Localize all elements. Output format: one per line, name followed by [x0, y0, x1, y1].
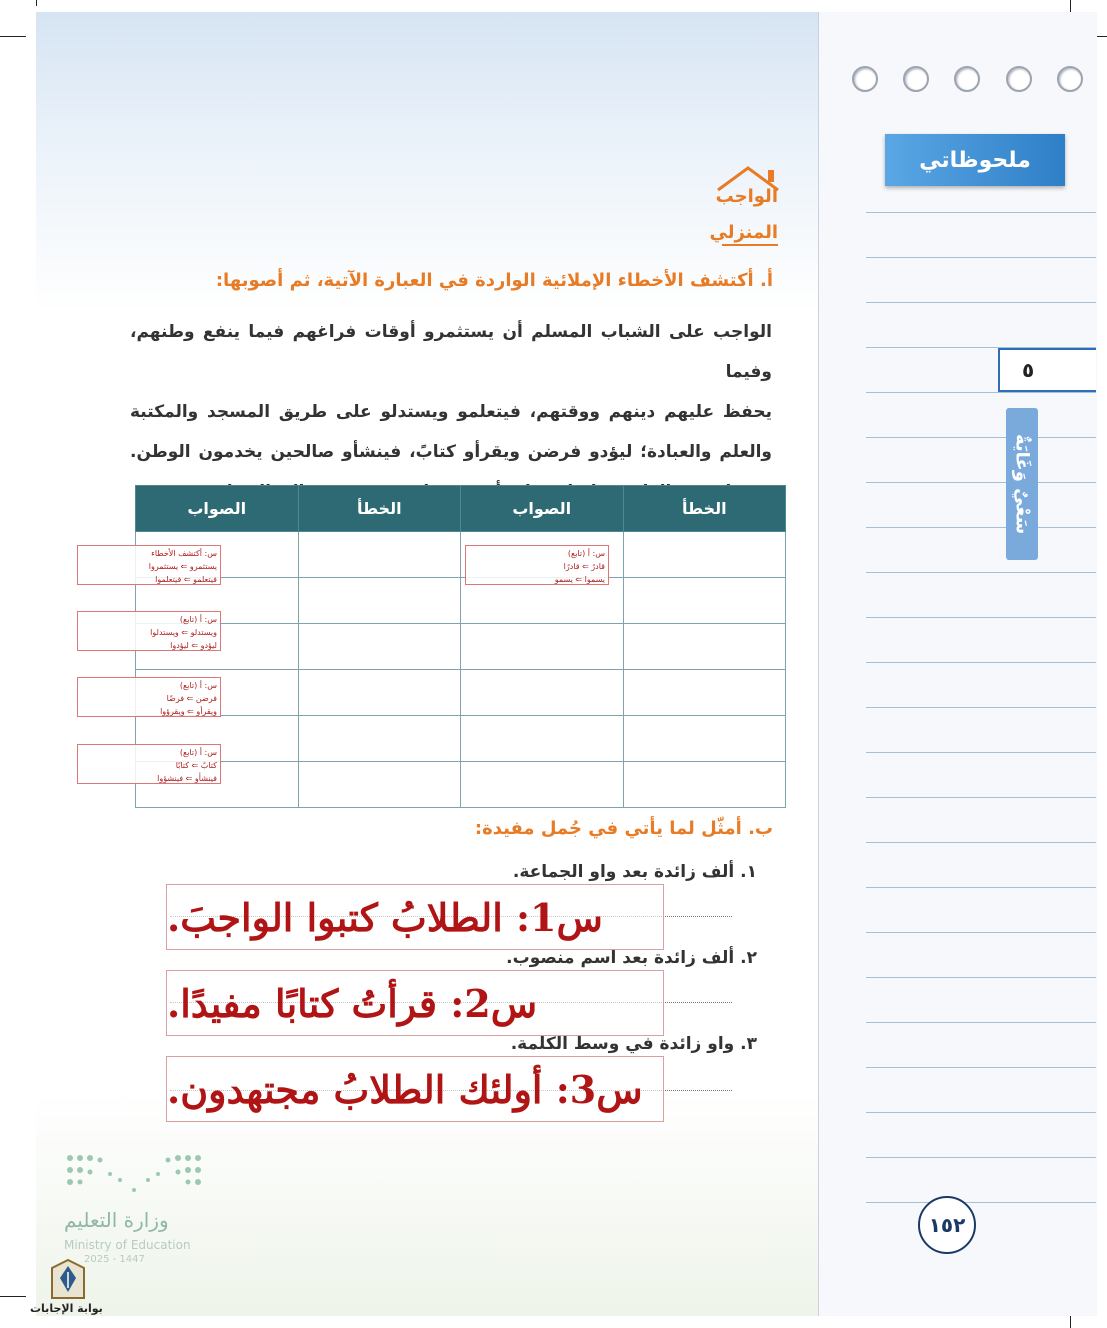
notes-line — [866, 482, 1096, 483]
ministry-dots-icon — [64, 1150, 204, 1200]
notes-line — [866, 212, 1096, 213]
annotation-line: س: أ (تابع) — [179, 748, 217, 757]
annotation-line: س: أكتشف الأخطاء — [151, 549, 217, 558]
notes-line — [866, 1067, 1096, 1068]
homework-label-2: المنزلي — [709, 222, 778, 243]
table-row — [136, 716, 786, 762]
exercise-item: ٣. واو زائدة في وسط الكلمة. — [510, 1034, 757, 1054]
unit-name: سَعْيٌ وَغَايَةٌ — [1011, 433, 1033, 535]
table-cell[interactable] — [623, 716, 786, 762]
notes-line — [866, 887, 1096, 888]
notes-line — [866, 437, 1096, 438]
notes-line — [866, 662, 1096, 663]
table-row — [136, 578, 786, 624]
corrections-table — [135, 485, 786, 808]
table-cell[interactable] — [461, 762, 624, 808]
notes-line — [866, 572, 1096, 573]
notes-line — [866, 752, 1096, 753]
watermark — [30, 1258, 110, 1318]
annotation-note — [77, 677, 221, 717]
section-a-paragraph — [130, 312, 772, 512]
notes-column — [818, 12, 1097, 1316]
binder-hole-icon — [954, 66, 980, 92]
notes-line — [866, 302, 1096, 303]
table-cell[interactable] — [298, 670, 461, 716]
table-cell[interactable] — [623, 578, 786, 624]
binder-hole-icon — [903, 66, 929, 92]
table-cell[interactable] — [298, 762, 461, 808]
homework-badge — [709, 166, 782, 252]
annotation-line: قادرً ⇐ قادرًا — [563, 562, 605, 571]
answer-box: س2: قرأتُ كتابًا مفيدًا. — [166, 970, 664, 1036]
binder-hole-icon — [1057, 66, 1083, 92]
table-row — [136, 762, 786, 808]
notes-line — [866, 527, 1096, 528]
crop-mark — [0, 1296, 26, 1297]
annotation-line: يسموا ⇐ يسمو — [554, 575, 605, 584]
pen-shield-icon — [46, 1258, 90, 1302]
ministry-years: 2025 - 1447 — [84, 1254, 145, 1265]
table-cell[interactable] — [461, 716, 624, 762]
binder-hole-icon — [852, 66, 878, 92]
table-header: الصواب — [461, 486, 624, 532]
table-cell[interactable] — [461, 624, 624, 670]
table-cell[interactable] — [298, 716, 461, 762]
unit-number-badge: ٥ — [998, 348, 1096, 392]
notes-line — [866, 257, 1096, 258]
crop-mark — [36, 0, 37, 6]
notes-line — [866, 797, 1096, 798]
notes-line — [866, 1157, 1096, 1158]
homework-underline — [722, 244, 778, 246]
table-cell[interactable] — [623, 762, 786, 808]
section-a-heading: أ. أكتشف الأخطاء الإملائية الواردة في العبارة الآتية، ثم أصوبها: — [215, 270, 773, 291]
table-row — [136, 624, 786, 670]
notes-line — [866, 617, 1096, 618]
annotation-note — [77, 744, 221, 784]
paragraph-line: يحفظ عليهم دينهم ووقتهم، فيتعلمو ويستدلو على طريق المسجد والمكتبة — [130, 402, 772, 422]
table-cell[interactable] — [298, 624, 461, 670]
table-cell[interactable] — [461, 670, 624, 716]
annotation-line: س: أ (تابع) — [179, 615, 217, 624]
unit-name-strip — [1006, 408, 1038, 560]
notes-line — [866, 1112, 1096, 1113]
table-row — [136, 670, 786, 716]
annotation-line: س: أ (تابع) — [567, 549, 605, 558]
notes-line — [866, 977, 1096, 978]
annotation-line: فينشأو ⇐ فينشؤوا — [157, 774, 217, 783]
table-cell[interactable] — [298, 578, 461, 624]
annotation-line: كتابً ⇐ كتابًا — [175, 761, 217, 770]
notes-title: ملحوظاتي — [885, 134, 1065, 186]
annotation-note — [77, 545, 221, 585]
annotation-line: ويقرأو ⇐ ويقرؤوا — [160, 707, 217, 716]
annotation-line: يستثمرو ⇐ يستثمروا — [148, 562, 217, 571]
table-header: الصواب — [136, 486, 299, 532]
annotation-line: فرضن ⇐ فرضًا — [166, 694, 217, 703]
table-cell[interactable] — [298, 532, 461, 578]
annotation-line: فيتعلمو ⇐ فيتعلموا — [155, 575, 217, 584]
homework-label-1: الواجب — [715, 186, 778, 207]
annotation-line: ويستدلو ⇐ ويستدلوا — [150, 628, 217, 637]
table-header: الخطأ — [298, 486, 461, 532]
watermark-label: بوابة الإجابات — [30, 1302, 103, 1315]
answer-box: س1: الطلابُ كتبوا الواجبَ. — [166, 884, 664, 950]
section-b-heading: ب. أمثّل لما يأتي في جُمل مفيدة: — [474, 818, 773, 839]
notes-line — [866, 392, 1096, 393]
binder-hole-icon — [1006, 66, 1032, 92]
ministry-name-en: Ministry of Education — [64, 1238, 191, 1252]
table-cell[interactable] — [623, 624, 786, 670]
table-cell[interactable] — [623, 532, 786, 578]
notes-line — [866, 1202, 1096, 1203]
answer-box: س3: أولئك الطلابُ مجتهدون. — [166, 1056, 664, 1122]
crop-mark — [0, 36, 26, 37]
page-number: ١٥٢ — [918, 1196, 976, 1254]
table-header: الخطأ — [623, 486, 786, 532]
paragraph-line: والعلم والعبادة؛ ليؤدو فرضن ويقرأو كتابً، فينشأو صالحين يخدمون الوطن. — [130, 442, 772, 462]
paragraph-line: الواجب على الشباب المسلم أن يستثمرو أوقات فراغهم فيما ينفع وطنهم، وفيما — [130, 322, 772, 382]
annotation-line: س: أ (تابع) — [179, 681, 217, 690]
notes-line — [866, 1022, 1096, 1023]
annotation-note — [465, 545, 609, 585]
annotation-note — [77, 611, 221, 651]
annotation-line: ليؤدو ⇐ ليؤدوا — [170, 641, 217, 650]
notes-line — [866, 932, 1096, 933]
exercise-item: ١. ألف زائدة بعد واو الجماعة. — [512, 862, 757, 882]
notes-line — [866, 842, 1096, 843]
notes-line — [866, 707, 1096, 708]
ministry-name-ar: وزارة التعليم — [64, 1208, 169, 1232]
exercise-item: ٢. ألف زائدة بعد اسم منصوب. — [506, 948, 757, 968]
table-row — [136, 532, 786, 578]
table-cell[interactable] — [623, 670, 786, 716]
